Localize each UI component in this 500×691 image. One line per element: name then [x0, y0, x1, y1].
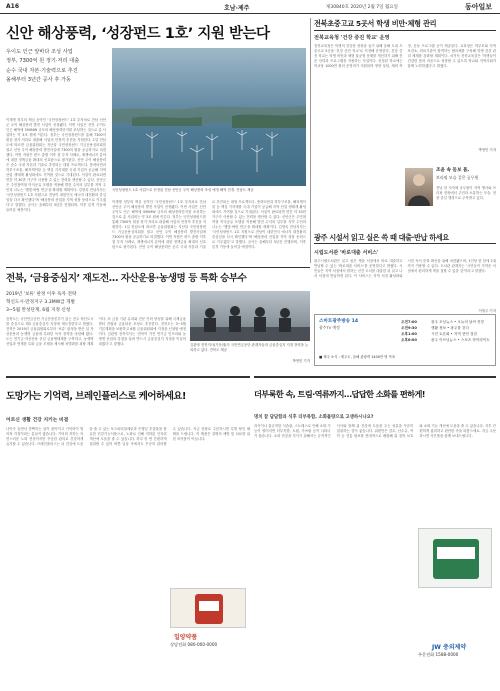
- issue-date: 제30840호 2020년 2월 7일 월요일: [326, 5, 398, 10]
- finance-sub-2: 혁신도시·만경지구 3.3MW급 개발: [6, 300, 76, 305]
- lead-subheads: [6, 48, 106, 84]
- ad1-lead: 어르신 생활 건강 지키는 비결: [6, 418, 69, 423]
- lead-article: [6, 18, 306, 266]
- profile-title: 조윤 속 돋보 몸,: [436, 168, 470, 173]
- lead-body-right: 이재명 정부의 핵심 공약인 '국민성장펀드' 1호 투자처로 전남 신안군 우이 해상풍력 발전 사업이 선정됐다. 이번 사업은 신안 우이도 인근 해역에 390MW 규모의 해상풍력단지를 조성하는 것으로 총 사업비는 약 3조 원에 이른다. 정부는 국민성장펀드를 통해 7300억 원을 장기·저리로 대출해 사업의 안정적 추진을 지원한다. 1일 전남도에 따르면 금융위원회는 지난달 국민성장펀드 기금운용심의회를 열고 신안 우이 해상풍력 발전사업에 7300억 원을 공급하기로 의결했다. 이번 지원은 펀드 출범 이후 첫 투자 사례로, 재생에너지 분야에 대한 정책금융 확대의 신호탄으로 평가된다. 신안 우이 해상풍력은 순수 국내 자본과 기술로 추진되는 대형 프로젝트다. 풍력터빈과 하부구조물, 해저케이블 등 핵심 기자재를 국내 기업이 공급해 지역 산업 생태계 활성화에도 기여할 것으로 기대된다. 사업이 완료되면 연간 약 30만 가구가 사용할 수 있는 전력을 생산할 수 있다. 신안군은 주민참여형 이익공유 모델을 적용해 발전 수익의 일부를 지역 주민과 나누는 '햇빛·바람 연금'을 확대할 계획이다. 김영록 전남지사는 '국민성장펀드 1호 지원으로 전남이 대한민국 에너지 대전환의 중심임을 다시 확인했다'며 '해상풍력 산업을 지역 성장 동력으로 키우겠다'고 말했다. 공사는 올해부터 3년간 진행되며, 이후 본격 가동에 들어갈 예정이다.: [112, 200, 306, 249]
- right-top-sub: 전북교육청 '건강 증진 학교' 운영: [314, 35, 390, 41]
- lead-photo-caption: 국민성장펀드 1호 사업으로 선정된 전남 신안군 우이 해상풍력 조성 예정 해역 전경. 전남도 제공: [112, 188, 254, 192]
- gwangju-body: 광주시립도서관은 읽고 싶은 책을 서점에서 바로 대출하고 반납할 수 있는 '바로대출 서비스'를 운영한다고 밝혔다. 시민들은 지역 서점에서 원하는 신간 도서를 대출한 뒤 읽고 나서 서점에 반납하면 된다. 이 서비스는 지역 서점 활성화와 시민 독서 문화 확산을 위해 마련됐으며, 1인당 한 달에 2권까지 이용할 수 있다. 도서관 관계자는 '시민들이 가까운 서점에서 편리하게 책을 접할 수 있을 것'이라고 말했다.: [314, 259, 496, 278]
- ad2-phone[interactable]: 주문전화 1588-0000: [418, 652, 459, 657]
- gwangju-article: [314, 232, 496, 312]
- finance-body: 전북도는 국민연금공단 기금운용본부가 있는 전주 혁신도시를 중심으로 제3 금융중심지 지정에 재도전한다고 밝혔다. 전북은 2019년 금융위원회로부터 '보류' 판정을 받은 뒤 자산운용과 농생명 금융에 특화한 독자 전략을 마련해 왔다. 도는 연기금·자산운용 중심 금융생태계를 구축하고, 농생명 산업과 연계한 특화 금융 모델을 제시해 차별화를 꾀할 계획이다. 또 금융 기관 유치와 전문 인력 양성을 위해 국제금융센터 건립과 금융타운 조성도 추진한다. 전북도는 3~5월 기본계획을 보완하고 6월 금융위원회에 지정을 신청할 예정이다. 김관영 전북지사는 '전북이 가진 연기금 인프라와 농생명 산업의 강점을 살려 반드시 금융중심지 지정을 이끌어내겠다'고 말했다.: [6, 317, 186, 346]
- broadcast-row[interactable]: 오후6:00 광주 이브닝뉴스 • 스포츠 하이라이트: [401, 338, 490, 342]
- page-header: [0, 0, 500, 14]
- section-title: 호남·제주: [224, 5, 250, 12]
- right-top-author: 박영민 기자: [478, 148, 496, 152]
- column-divider: [310, 18, 311, 263]
- profile-subtitle: 브리핑 모습 같은 공무원: [436, 175, 479, 180]
- ad1-body: 나이가 들면서 깜빡하는 일이 잦아지고 기억력이 떨어져 걱정이라는 분들이 많습니다. 기억력 저하는 자연스러운 노화 현상이지만 꾸준한 관리로 건강하게 유지할 수 있습니다. 브레인플러스는 뇌 건강에 도움을 줄 수 있는 포스파티딜세린과 은행잎 추출물을 함유한 건강기능식품으로, 노화로 인해 저하된 인지력 개선에 도움을 줄 수 있습니다. 하루 한 번 간편하게 섭취할 수 있어 바쁜 일상 속에서도 꾸준히 관리할 수 있습니다. 지금 전화로 주문하시면 특별 할인 혜택을 드립니다. 이 제품은 질병의 예방 및 치료를 위한 의약품이 아닙니다.: [6, 427, 250, 446]
- ad2-headline[interactable]: 더부룩한 속, 트림·역류까지…답답한 소화를 편하게!: [254, 389, 425, 399]
- gwangju-headline[interactable]: 광주 시설서 읽고 실은 쓱 때 대출·반납 하세요: [314, 232, 496, 244]
- ad1-logo[interactable]: 일양약품: [174, 634, 198, 641]
- ad1-phone[interactable]: 상담전화 080-000-0000: [170, 642, 218, 647]
- profile-box: [405, 168, 496, 232]
- gwangju-author: 이형주 기자: [478, 309, 496, 313]
- profile-photo: [405, 168, 433, 206]
- gwangju-sub: 시립도서관 '바로대출 서비스': [314, 250, 379, 256]
- lead-headline[interactable]: 신안 해상풍력, ‘성장펀드 1호’ 지원 받는다: [6, 26, 270, 42]
- profile-body: 전남 한 지자체 공무원이 지역 행사와 브리핑 현장에서 주민과 소통하는 모습. 현장 중심 행정으로 주목받고 있다.: [436, 186, 496, 200]
- lead-sub-1: 우이도 인근 앞바다 조성 사업: [6, 49, 73, 55]
- finance-article: [6, 271, 310, 371]
- broadcast-row[interactable]: 오전7:00 광주 모닝뉴스 • 오늘의 날씨 전망: [401, 320, 484, 324]
- lead-sub-2: 정부, 7300억 원 정기·저리 대출: [6, 57, 80, 64]
- section-divider: [6, 267, 310, 268]
- broadcast-title: 스마트광주방송 14: [319, 319, 359, 324]
- finance-headline[interactable]: 전북, ‘금융중심지’ 재도전… 자산운용·농생명 등 특화 승부수: [6, 273, 247, 284]
- right-top-headline[interactable]: 전북초중고교 5곳서 학생 비만·체형 관리: [314, 18, 496, 31]
- lead-sub-3: 순수 국내 자본·기술력으로 추진: [6, 68, 78, 74]
- broadcast-sub: 광주TV 예정: [319, 325, 340, 330]
- right-top-article: [314, 18, 496, 168]
- lead-body-left: 이재명 정부의 핵심 공약인 '국민성장펀드' 1호 투자처로 전남 신안군 우이 해상풍력 발전 사업이 선정됐다. 이번 사업은 신안 우이도 인근 해역에 390MW 규모의 해상풍력단지를 조성하는 것으로 총 사업비는 약 3조 원에 이른다. 정부는 국민성장펀드를 통해 7300억 원을 장기·저리로 대출해 사업의 안정적 추진을 지원한다. 1일 전남도에 따르면 금융위원회는 지난달 국민성장펀드 기금운용심의회를 열고 신안 우이 해상풍력 발전사업에 7300억 원을 공급하기로 의결했다. 이번 지원은 펀드 출범 이후 첫 투자 사례로, 재생에너지 분야에 대한 정책금융 확대의 신호탄으로 평가된다. 신안 우이 해상풍력은 순수 국내 자본과 기술로 추진되는 대형 프로젝트다. 풍력터빈과 하부구조물, 해저케이블 등 핵심 기자재를 국내 기업이 공급해 지역 산업 생태계 활성화에도 기여할 것으로 기대된다. 사업이 완료되면 연간 약 30만 가구가 사용할 수 있는 전력을 생산할 수 있다. 신안군은 주민참여형 이익공유 모델을 적용해 발전 수익의 일부를 지역 주민과 나누는 '햇빛·바람 연금'을 확대할 계획이다. 김영록 전남지사는 '국민성장펀드 1호 지원으로 전남이 대한민국 에너지 대전환의 중심임을 다시 확인했다'며 '해상풍력 산업을 지역 성장 동력으로 키우겠다'고 말했다. 공사는 올해부터 3년간 진행되며, 이후 본격 가동에 들어갈 예정이다.: [6, 118, 106, 212]
- ad1-product-image: [170, 588, 246, 628]
- finance-photo: [190, 291, 310, 341]
- broadcast-extra: ■ 제주 소식 : 제주도, 올해 관광객 1400만 명 목표: [319, 355, 396, 359]
- lead-photo-offshore-wind: [112, 48, 306, 186]
- finance-author: 박영민 기자: [292, 359, 310, 363]
- finance-photo-caption: 김관영 전북지사(가운데)가 국민연금공단 관계자들과 금융중심지 지정 전략을 논의하고 있다. 전북도 제공: [190, 343, 309, 352]
- broadcast-schedule-box: [314, 314, 496, 366]
- ad2-logo[interactable]: JW 중외제약: [432, 644, 467, 651]
- ad2-lead: 명치 끝 답답함과 식후 더부룩함, 소화불량으로 고생하시나요?: [254, 415, 374, 420]
- ad2-body: 과식이나 불규칙한 식습관, 스트레스로 인해 소화 기능이 떨어지면 더부룩함, 트림, 속쓰림 등이 나타나기 쉽습니다. 소화 건강을 지키기 위해서는 규칙적인 식사와 함께 위 건강에 도움을 주는 성분을 꾸준히 섭취하는 것이 좋습니다. 위편안은 감초, 산수유, 작약 등 전통 원료를 현대적으로 배합해 위 점막 보호와 소화 기능 개선에 도움을 줄 수 있습니다. 식후 간편하게 섭취하고 편안한 속을 되찾으세요. 지금 주문하시면 사은품을 함께 보내드립니다.: [254, 424, 496, 438]
- ad-brainplus: [6, 376, 250, 687]
- page-number: A16: [6, 3, 19, 10]
- lead-sub-4: 올해부터 3년간 공사 후 가동: [6, 76, 72, 83]
- ad-digestion: [254, 376, 496, 687]
- broadcast-rows: [401, 319, 493, 343]
- finance-subheads: [6, 291, 98, 315]
- ad2-product-image: [418, 528, 492, 588]
- broadcast-row[interactable]: 오전9:30 생활 정보 • 광주를 걷다: [401, 326, 469, 330]
- right-top-body: 전북교육청은 학생의 건강한 성장을 돕기 위해 올해 도내 초중고교 5곳을 '건강 증진 학교'로 지정해 운영한다. 건강 증진 학교는 학생 비만과 체형 불균형 문제를 개선하기 위해 전문 인력과 프로그램을 지원하는 사업이다. 선정된 학교에는 학교당 1000만 원의 운영비가 지원되며 영양 상담, 체력 측정, 운동 프로그램 등이 제공된다. 교육청은 학부모와 지역 보건소, 의료기관이 참여하는 협의체를 구성해 학생 건강 관리 체계를 강화할 계획이다. 서거석 전북교육감은 '학생들이 건강한 몸과 마음으로 성장할 수 있도록 학교와 지역사회가 함께 노력하겠다'고 밝혔다.: [314, 44, 496, 68]
- ad1-headline[interactable]: 도망가는 기억력, 브레인플러스로 케어하세요!: [6, 391, 186, 402]
- finance-sub-3: 3~5월 완성단계, 6월 지정 신청: [6, 308, 71, 313]
- newspaper-logo: 동아일보: [464, 2, 492, 11]
- broadcast-row[interactable]: 오후1:00 시민 토론회 • 지역 현안 점검: [401, 332, 478, 336]
- finance-sub-1: 2019년 '보류' 판정 이후 독자 전략: [6, 292, 77, 297]
